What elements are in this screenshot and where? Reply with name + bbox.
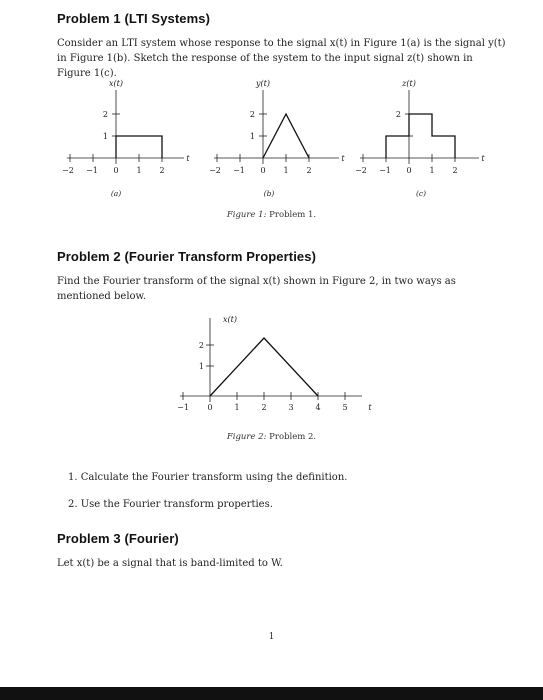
fig1b-axis-var: t [341,154,345,163]
fig2-ytick: 1 [198,362,204,371]
fig1a-xtick: −2 [62,166,74,175]
fig1a-xtick: −1 [86,166,98,175]
fig2-xtick: 2 [261,403,267,412]
fig1a-ytick: 2 [102,110,108,119]
problem2-list-item: 1. Calculate the Fourier transform using the definition. [68,472,348,483]
problem1-heading: Problem 1 (LTI Systems) [57,11,211,26]
problem2-list-item: 2. Use the Fourier transform properties. [68,499,273,510]
bottom-bar [0,687,543,700]
problem2-text: Find the Fourier transform of the signal x(t) shown in Figure 2, in two ways as mentioned below. [57,276,456,302]
problem3-heading: Problem 3 (Fourier) [57,531,179,546]
fig1c-xtick: −2 [355,166,367,175]
fig1c-xtick: −1 [379,166,391,175]
fig1b-xtick: −1 [233,166,245,175]
fig1b-xtick: 2 [306,166,312,175]
fig1b-xtick: −2 [209,166,221,175]
figure1-caption: Figure 1: Problem 1. [226,210,317,220]
fig2-axis-var: t [368,403,372,412]
problem3-text: Let x(t) be a signal that is band-limited to W. [57,558,283,569]
fig1b-ytick: 2 [249,110,255,119]
fig2-xtick: 0 [207,403,213,412]
fig1b-xtick: 1 [283,166,289,175]
problem1-text: Consider an LTI system whose response to the signal x(t) in Figure 1(a) is the signal y(t) in Figure 1(b). Sketch the response of the system to the input signal z(t) shown in Figure 1(c). [57,38,506,79]
figure1c-plot [355,76,495,206]
fig2-xtick: 5 [342,403,348,412]
fig1b-name: y(t) [256,79,270,88]
fig2-ytick: 2 [198,341,204,350]
fig1c-xtick: 2 [452,166,458,175]
fig2-xtick: 1 [234,403,240,412]
fig1a-name: x(t) [109,79,123,88]
fig1b-label: (b) [263,189,275,198]
fig2-xtick: 3 [288,403,294,412]
fig1c-name: z(t) [402,79,416,88]
fig1a-ytick: 1 [102,132,108,141]
fig1a-label: (a) [110,189,122,198]
fig1a-xtick: 2 [159,166,165,175]
figure2-plot [178,310,378,430]
fig1c-axis-var: t [481,154,485,163]
fig2-name: x(t) [223,315,237,324]
figure1a-plot [62,76,192,206]
fig1c-ytick: 2 [395,110,401,119]
fig1a-xtick: 1 [136,166,142,175]
figure1b-plot [209,76,349,206]
figure2-caption: Figure 2: Problem 2. [226,432,317,442]
fig2-xtick: 4 [315,403,321,412]
problem2-heading: Problem 2 (Fourier Transform Properties) [57,249,317,264]
fig1a-xtick: 0 [113,166,119,175]
fig2-xtick: −1 [177,403,189,412]
fig1c-label: (c) [415,189,427,198]
fig1b-xtick: 0 [260,166,266,175]
fig1c-xtick: 1 [429,166,435,175]
fig1a-axis-var: t [186,154,190,163]
fig1b-ytick: 1 [249,132,255,141]
fig1c-xtick: 0 [406,166,412,175]
page-number: 1 [268,632,275,642]
